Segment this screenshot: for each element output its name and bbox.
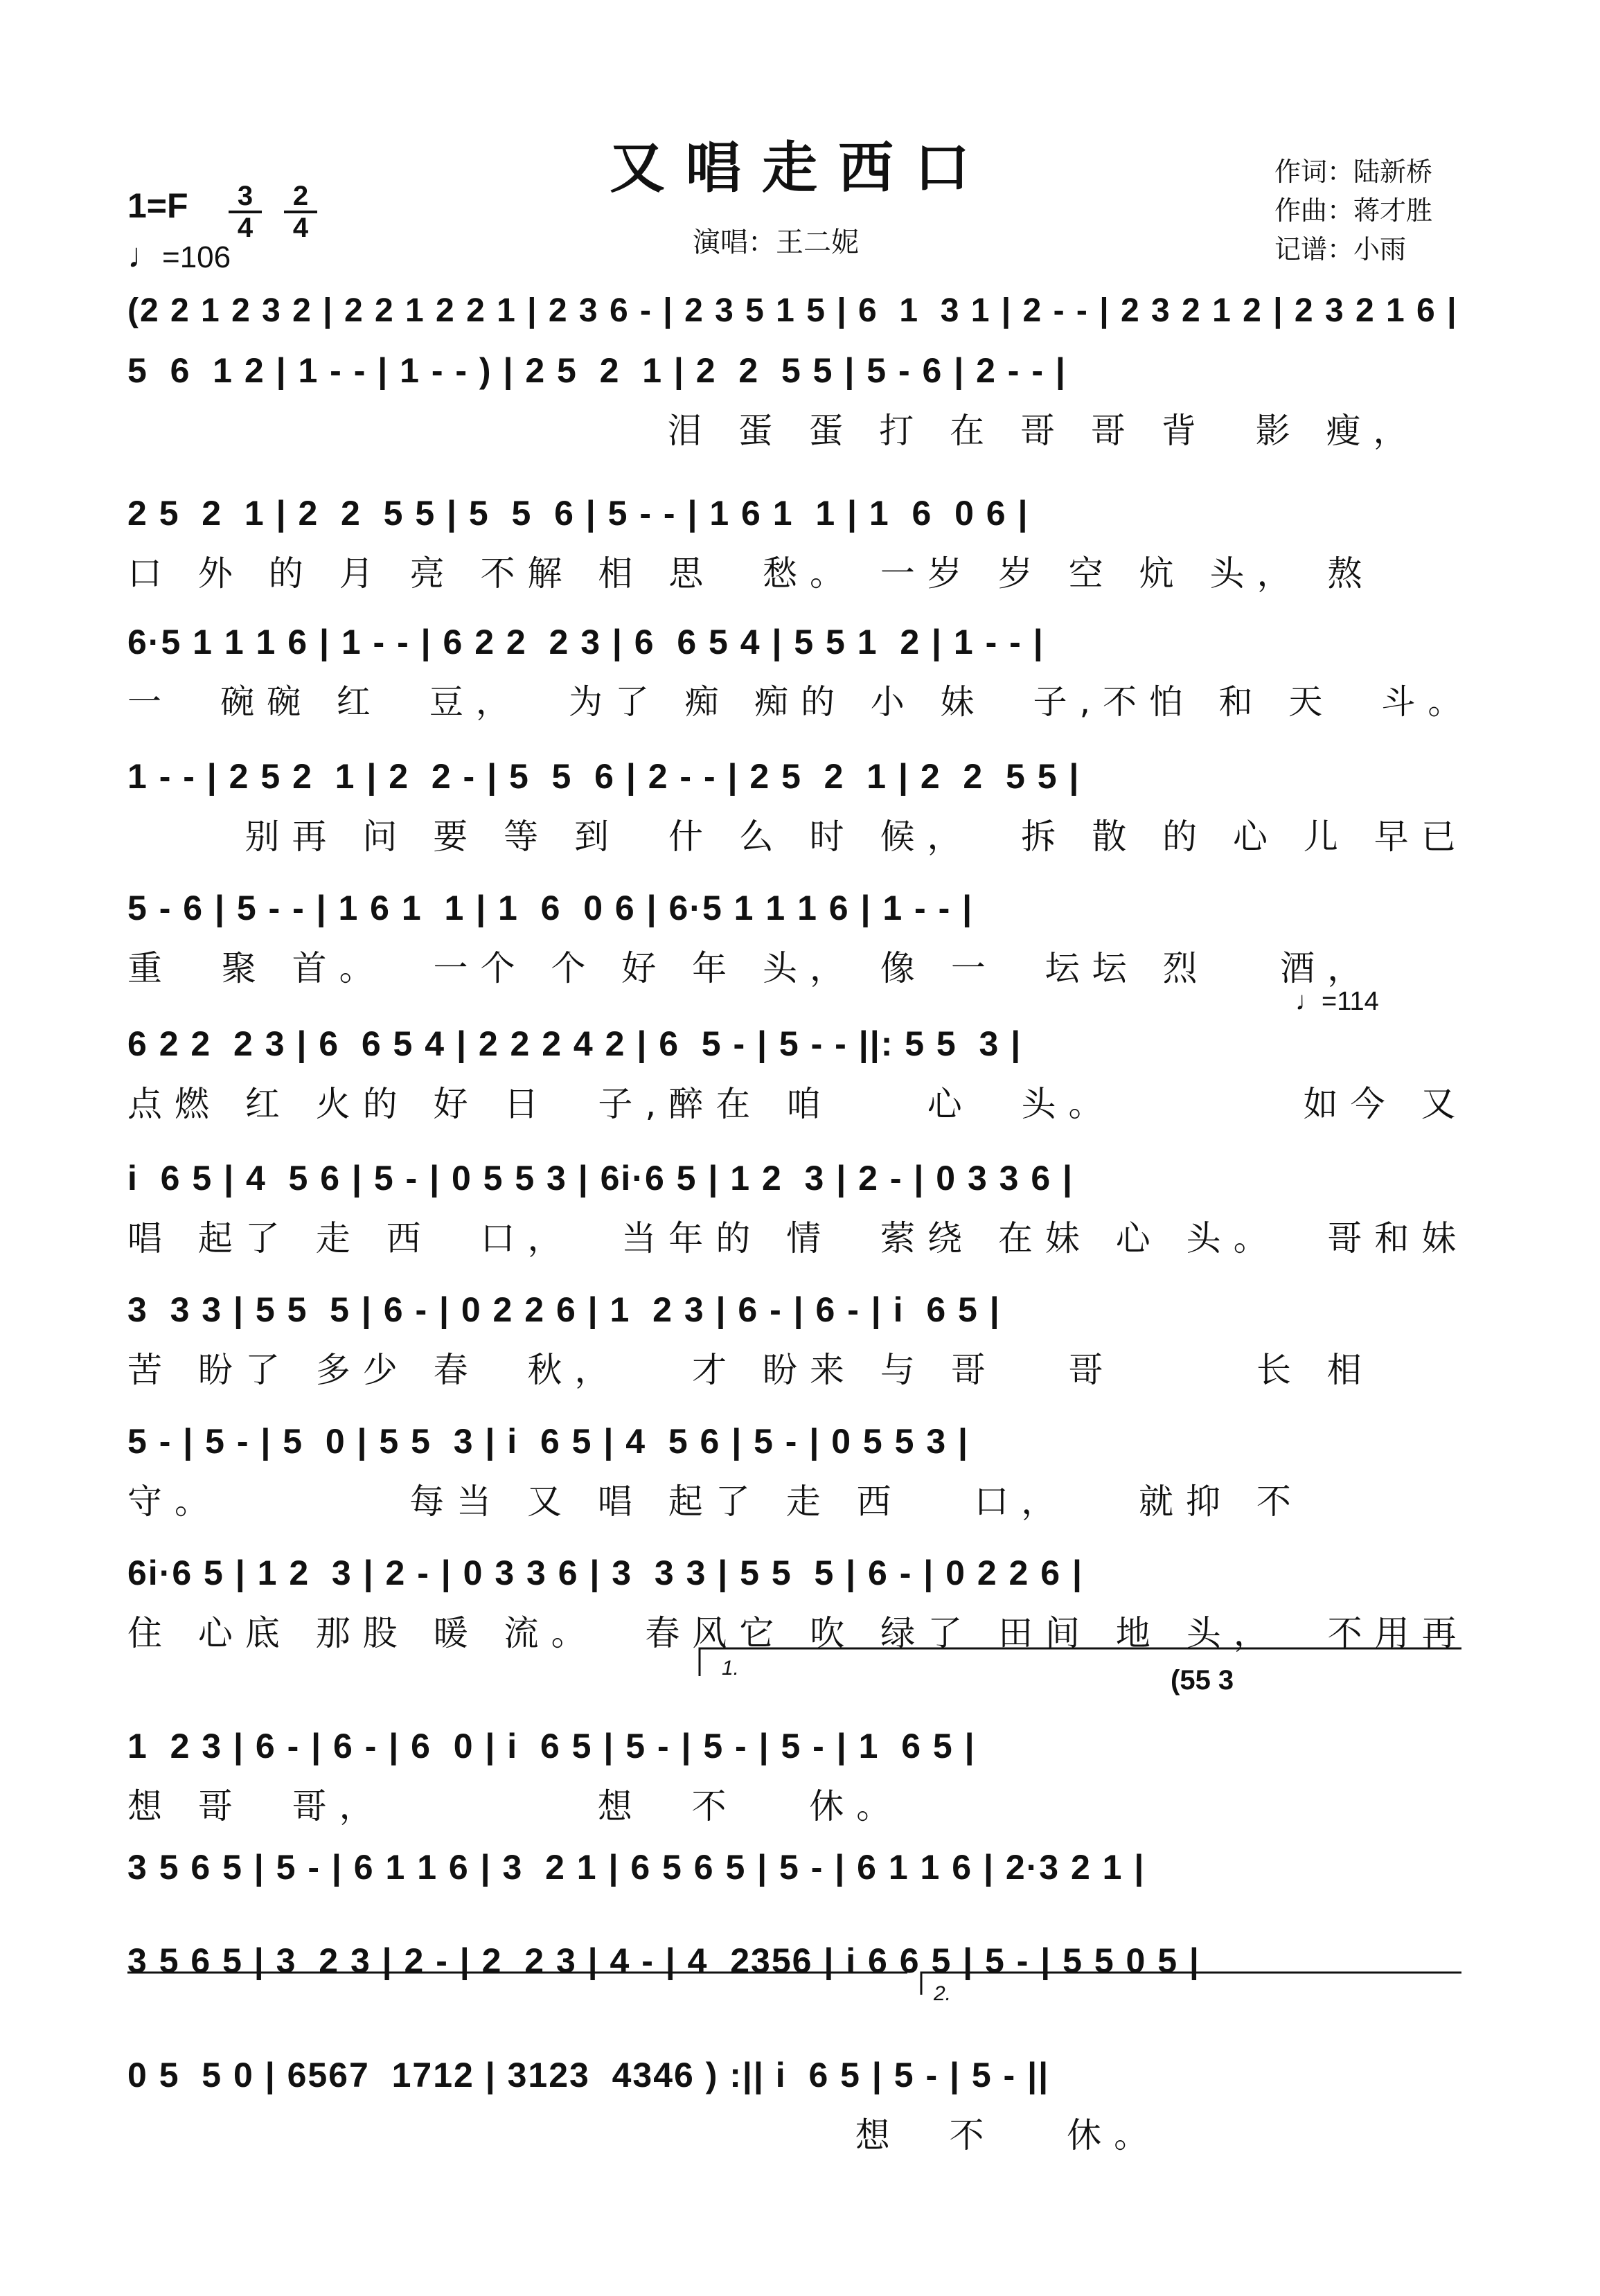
meter2-numerator: 2 <box>284 181 317 213</box>
notation-line <box>127 2047 1475 2105</box>
lyrics-line: 想 哥 哥， 想 不 休。 <box>127 1786 904 1826</box>
lyrics-line: 点燃 红 火的 好 日 子,醉在 咱 心 头。 如今 又 <box>127 1084 1468 1124</box>
jianpu-notes: 6·5 1 1 1 6 | 1 - - | 6 2 2 2 3 | 6 6 5 4 | 5 5 1 2 | 1 - - | <box>127 623 1045 661</box>
jianpu-notes: (2 2 1 2 3 2 | 2 2 1 2 2 1 | 2 3 6 - | 2 3 5 1 5 | 6 1 3 1 | 2 - - | 2 3 2 1 2 | 2 3 2 1 6 | <box>127 292 1458 329</box>
jianpu-notes: 1 2 3 | 6 - | 6 - | 6 0 | i 6 5 | 5 - | 5 - | 5 - | 1 6 5 | <box>127 1727 976 1765</box>
jianpu-notes: 6 2 2 2 3 | 6 6 5 4 | 2 2 2 4 2 | 6 5 - | 5 - - ||: 5 5 3 | <box>127 1024 1022 1063</box>
notation-line <box>127 342 1475 400</box>
singer-credit: 演唱：王二妮 <box>693 226 859 258</box>
jianpu-notes: 0 5 5 0 | 6567 1712 | 3123 4346 ) :|| i 6 5 | 5 - | 5 - || <box>127 2056 1050 2094</box>
meter1-denominator: 4 <box>237 213 254 243</box>
notation-line <box>127 614 1475 672</box>
jianpu-notes: 3 5 6 5 | 5 - | 6 1 1 6 | 3 2 1 | 6 5 6 5 | 5 - | 6 1 1 6 | 2·3 2 1 | <box>127 1848 1146 1887</box>
quarter-note-icon: ♩ <box>1295 987 1322 1016</box>
lyrics-line: 别再 问 要 等 到 什 么 时 候， 拆 散 的 心 儿 早已 <box>127 817 1468 857</box>
jianpu-notes: 5 6 1 2 | 1 - - | 1 - - ) | 2 5 2 1 | 2 2 5 5 | 5 - 6 | 2 - - | <box>127 351 1067 390</box>
transcriber-credit: 记谱：小雨 <box>1274 234 1407 265</box>
song-title: 又唱走西口 <box>610 136 990 200</box>
time-signature-1 <box>229 181 262 242</box>
jianpu-notes: 6i·6 5 | 1 2 3 | 2 - | 0 3 3 6 | 3 3 3 | 5 5 5 | 6 - | 0 2 2 6 | <box>127 1554 1083 1592</box>
notation-line <box>127 1281 1475 1340</box>
composer-credit: 作曲：蒋才胜 <box>1274 195 1433 226</box>
quarter-note-icon: ♩ <box>127 236 162 275</box>
key-signature: 1=F <box>127 186 188 225</box>
lyrics-line: 泪 蛋 蛋 打 在 哥 哥 背 影 瘦， <box>127 411 1421 451</box>
lyrics-line: 想 不 休。 <box>127 2115 1162 2155</box>
lyrics-line: 一 碗碗 红 豆， 为了 痴 痴的 小 妹 子,不怕 和 天 斗。 <box>127 682 1475 722</box>
tempo-change-marking <box>1295 987 1379 1017</box>
jianpu-notes: 1 - - | 2 5 2 1 | 2 2 - | 5 5 6 | 2 - - | 2 5 2 1 | 2 2 5 5 | <box>127 757 1081 796</box>
notation-line <box>127 485 1475 543</box>
notation-line <box>127 283 1475 341</box>
notation-line <box>127 748 1475 806</box>
meter1-numerator: 3 <box>229 181 262 213</box>
jianpu-notes: 3 5 6 5 | 3 2 3 | 2 - | 2 2 3 | 4 - | 4 2356 | i 6 6 5 | 5 - | 5 5 0 5 | <box>127 1941 1200 1980</box>
volta-2-label: 2. <box>934 1982 952 2005</box>
notation-line <box>127 1718 1475 1776</box>
notation-line <box>127 1932 1475 1991</box>
lyrics-line: 唱 起了 走 西 口， 当年的 情 萦绕 在妹 心 头。 哥和妹 <box>127 1218 1469 1258</box>
lyrics-line: 住 心底 那股 暖 流。 春风它 吹 绿了 田间 地 头， 不用再 <box>127 1613 1469 1653</box>
jianpu-notes: 3 3 3 | 5 5 5 | 6 - | 0 2 2 6 | 1 2 3 | 6 - | 6 - | i 6 5 | <box>127 1290 1001 1329</box>
notation-line <box>127 1015 1475 1074</box>
lyrics-line <box>127 1999 1475 2043</box>
notation-line <box>127 1413 1475 1471</box>
lyrics-line: 苦 盼了 多少 春 秋， 才 盼来 与 哥 哥 长 相 <box>127 1350 1374 1390</box>
credits-block <box>1274 152 1432 269</box>
jianpu-notes: 5 - | 5 - | 5 0 | 5 5 3 | i 6 5 | 4 5 6 | 5 - | 0 5 5 3 | <box>127 1422 970 1461</box>
jianpu-notes: i 6 5 | 4 5 6 | 5 - | 0 5 5 3 | 6i·6 5 | 1 2 3 | 2 - | 0 3 3 6 | <box>127 1159 1074 1198</box>
tempo-marking <box>127 235 231 276</box>
jianpu-notes: 5 - 6 | 5 - - | 1 6 1 1 | 1 6 0 6 | 6·5 1 1 1 6 | 1 - - | <box>127 889 974 927</box>
tempo-change-value: =114 <box>1322 987 1379 1016</box>
lyrics-line: 重 聚 首。 一个 个 好 年 头， 像 一 坛坛 烈 酒， <box>127 948 1375 988</box>
notation-line <box>127 1839 1475 1897</box>
lyrics-line: 口 外 的 月 亮 不解 相 思 愁。 一岁 岁 空 炕 头， 熬 <box>127 553 1375 594</box>
notation-line <box>127 880 1475 938</box>
notation-line <box>127 1545 1475 1603</box>
lyricist-credit: 作词：陆新桥 <box>1274 157 1433 187</box>
lyrics-line: 守。 每当 又 唱 起了 走 西 口， 就抑 不 <box>127 1481 1304 1522</box>
jianpu-notes: 2 5 2 1 | 2 2 5 5 | 5 5 6 | 5 - - | 1 6 1 1 | 1 6 0 6 | <box>127 494 1029 533</box>
tempo-value: =106 <box>162 240 231 274</box>
meter2-denominator: 4 <box>292 213 309 243</box>
cue-notes: (55 3 <box>1171 1665 1234 1696</box>
time-signature-2 <box>284 181 317 242</box>
notation-line <box>127 1150 1475 1208</box>
volta-1-label: 1. <box>722 1657 740 1680</box>
